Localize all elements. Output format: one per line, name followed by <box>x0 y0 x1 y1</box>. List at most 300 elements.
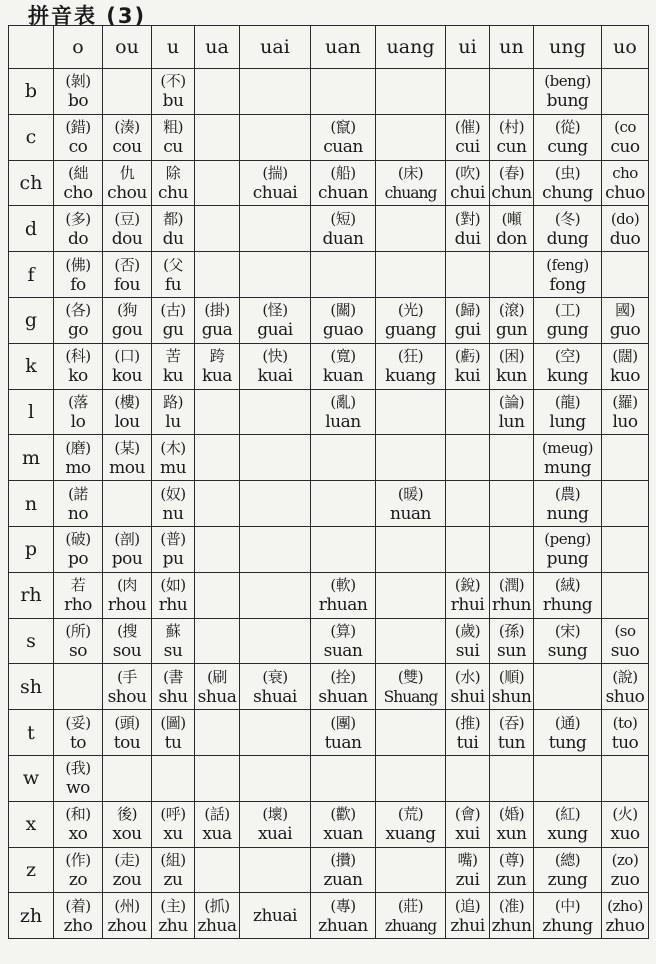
syllable-romanization: mou <box>109 457 145 478</box>
syllable-romanization: rho <box>64 595 92 616</box>
syllable-cell <box>152 572 195 618</box>
syllable-character: (圖) <box>160 713 186 732</box>
syllable-cell <box>534 343 602 389</box>
syllable-cell <box>490 618 534 664</box>
syllable-romanization: chuai <box>252 182 298 203</box>
syllable-cell <box>446 755 490 801</box>
page-title: 拼音表 (3) <box>28 4 147 28</box>
table-row-ch <box>9 160 649 206</box>
syllable-cell <box>602 389 649 435</box>
syllable-cell <box>54 343 103 389</box>
syllable-character: 都) <box>163 209 183 228</box>
syllable-character: (我) <box>65 759 91 778</box>
syllable-character: (zo) <box>611 850 639 869</box>
syllable-romanization: shuan <box>318 686 368 707</box>
syllable-romanization: kuai <box>257 366 293 387</box>
syllable-romanization: zuo <box>610 869 640 890</box>
syllable-character: (攢) <box>330 850 356 869</box>
syllable-romanization: dou <box>111 228 143 249</box>
pinyin-table <box>8 25 649 939</box>
table-row-w <box>9 755 649 801</box>
syllable-character: (虫) <box>554 163 581 182</box>
syllable-character: (作) <box>65 850 91 869</box>
syllable-romanization: rhou <box>107 595 147 616</box>
syllable-character: (剖) <box>114 530 140 549</box>
syllable-character: (羅) <box>612 392 638 411</box>
syllable-cell <box>376 572 446 618</box>
syllable-character: (專) <box>330 896 356 915</box>
syllable-romanization: chui <box>450 182 485 203</box>
syllable-cell <box>54 710 103 756</box>
syllable-cell <box>490 389 534 435</box>
syllable-cell <box>240 526 311 572</box>
syllable-character: (zho) <box>607 896 643 915</box>
syllable-cell <box>376 160 446 206</box>
syllable-cell <box>240 710 311 756</box>
syllable-cell <box>376 389 446 435</box>
table-row-n <box>9 481 649 527</box>
syllable-cell <box>534 481 602 527</box>
table-row-z <box>9 847 649 893</box>
syllable-character: (滾) <box>498 301 525 320</box>
syllable-character: (佛) <box>65 255 91 274</box>
syllable-romanization: gua <box>201 320 233 341</box>
syllable-cell <box>103 755 152 801</box>
syllable-cell <box>54 526 103 572</box>
syllable-cell <box>490 847 534 893</box>
syllable-character: (床) <box>397 163 424 182</box>
syllable-character: (破) <box>65 530 91 549</box>
syllable-cell <box>376 618 446 664</box>
syllable-cell <box>195 206 240 252</box>
syllable-cell <box>54 572 103 618</box>
syllable-cell <box>311 710 376 756</box>
syllable-cell <box>103 389 152 435</box>
initial-label-m: m <box>9 435 54 481</box>
syllable-character: (書 <box>163 667 183 686</box>
syllable-cell <box>103 710 152 756</box>
syllable-romanization: xuai <box>257 824 293 845</box>
syllable-romanization: dui <box>454 228 481 249</box>
syllable-romanization: zhui <box>450 915 485 936</box>
syllable-cell <box>311 160 376 206</box>
syllable-character: (各) <box>65 301 91 320</box>
syllable-character: (潤) <box>498 576 525 595</box>
syllable-romanization: kou <box>112 366 142 387</box>
syllable-cell <box>240 160 311 206</box>
syllable-cell <box>376 847 446 893</box>
syllable-cell <box>376 755 446 801</box>
syllable-romanization: chu <box>158 182 188 203</box>
syllable-character: (和) <box>65 805 91 824</box>
syllable-cell <box>534 801 602 847</box>
syllable-cell <box>152 481 195 527</box>
syllable-romanization: fo <box>70 274 86 295</box>
syllable-cell <box>602 755 649 801</box>
syllable-character: (歲) <box>454 621 481 640</box>
syllable-cell <box>490 801 534 847</box>
syllable-character: (竄) <box>330 118 356 137</box>
syllable-cell <box>240 893 311 939</box>
syllable-cell <box>446 252 490 298</box>
syllable-cell <box>490 710 534 756</box>
syllable-cell <box>152 160 195 206</box>
syllable-cell <box>103 206 152 252</box>
syllable-cell <box>54 847 103 893</box>
table-row-m <box>9 435 649 481</box>
syllable-romanization: do <box>67 228 89 249</box>
syllable-romanization: xung <box>547 824 588 845</box>
initial-label-l: l <box>9 389 54 435</box>
initial-label-w: w <box>9 755 54 801</box>
syllable-cell <box>446 435 490 481</box>
syllable-romanization: ko <box>68 366 88 387</box>
syllable-character: (虧) <box>454 347 481 366</box>
syllable-character: (多) <box>65 209 91 228</box>
table-body <box>9 69 649 939</box>
syllable-romanization: luan <box>325 411 361 432</box>
syllable-romanization: lung <box>549 411 586 432</box>
syllable-romanization: sou <box>112 640 142 661</box>
syllable-cell <box>152 801 195 847</box>
syllable-character: (抓) <box>204 896 230 915</box>
syllable-character: (噸 <box>501 209 522 228</box>
syllable-character: (村) <box>498 118 525 137</box>
syllable-character: (古) <box>160 301 186 320</box>
syllable-character: (關) <box>330 301 356 320</box>
syllable-romanization: lou <box>114 411 140 432</box>
syllable-romanization: zou <box>112 869 142 890</box>
syllable-romanization: shun <box>491 686 532 707</box>
syllable-cell <box>54 160 103 206</box>
table-row-sh <box>9 664 649 710</box>
initial-label-g: g <box>9 297 54 343</box>
syllable-romanization: lo <box>70 411 86 432</box>
syllable-cell <box>376 710 446 756</box>
syllable-romanization: zhu <box>158 915 188 936</box>
syllable-cell <box>376 114 446 160</box>
syllable-cell <box>490 206 534 252</box>
syllable-character: (團) <box>330 713 356 732</box>
syllable-cell <box>54 252 103 298</box>
syllable-cell <box>446 389 490 435</box>
syllable-romanization: shua <box>197 686 237 707</box>
syllable-cell <box>534 664 602 710</box>
syllable-cell <box>311 481 376 527</box>
table-row-t <box>9 710 649 756</box>
syllable-romanization: xuan <box>323 824 363 845</box>
syllable-romanization: zho <box>63 915 93 936</box>
final-header-o: o <box>54 26 103 69</box>
syllable-cell <box>534 618 602 664</box>
syllable-cell <box>152 343 195 389</box>
syllable-cell <box>534 206 602 252</box>
syllable-romanization: pung <box>546 549 589 570</box>
table-row-rh <box>9 572 649 618</box>
syllable-romanization: zhuai <box>253 905 297 926</box>
syllable-cell <box>446 526 490 572</box>
syllable-character: (推) <box>454 713 481 732</box>
syllable-character: (尊) <box>498 850 525 869</box>
syllable-cell <box>446 114 490 160</box>
syllable-character: (奴) <box>160 484 186 503</box>
syllable-romanization: kuo <box>610 366 640 387</box>
initial-label-rh: rh <box>9 572 54 618</box>
syllable-romanization: cuo <box>610 137 640 158</box>
syllable-cell <box>103 114 152 160</box>
syllable-romanization: shuo <box>605 686 645 707</box>
syllable-cell <box>490 114 534 160</box>
syllable-cell <box>152 69 195 115</box>
syllable-cell <box>195 847 240 893</box>
syllable-character: (絨) <box>554 576 581 595</box>
initial-label-z: z <box>9 847 54 893</box>
syllable-romanization: cu <box>163 137 183 158</box>
syllable-character: (主) <box>160 896 186 915</box>
syllable-cell <box>195 252 240 298</box>
syllable-cell <box>602 618 649 664</box>
syllable-romanization: fong <box>549 274 586 295</box>
syllable-romanization: cou <box>112 137 142 158</box>
syllable-romanization: rhun <box>492 595 531 616</box>
syllable-character: (樓) <box>114 392 140 411</box>
syllable-romanization: chuang <box>384 183 437 202</box>
syllable-character: (所) <box>65 621 91 640</box>
syllable-cell <box>240 664 311 710</box>
final-header-ou: ou <box>103 26 152 69</box>
syllable-cell <box>311 69 376 115</box>
syllable-cell <box>376 206 446 252</box>
syllable-character: (空) <box>554 347 581 366</box>
syllable-character: (拴) <box>330 667 356 686</box>
syllable-cell <box>490 481 534 527</box>
syllable-cell <box>103 481 152 527</box>
syllable-romanization: kun <box>496 366 527 387</box>
syllable-character: 除 <box>165 163 181 182</box>
syllable-character: (光) <box>397 301 424 320</box>
syllable-romanization: Shuang <box>383 687 438 706</box>
syllable-character: (追) <box>454 896 481 915</box>
syllable-romanization: zun <box>496 869 527 890</box>
syllable-romanization: guo <box>609 320 641 341</box>
syllable-character: 粗) <box>163 118 183 137</box>
syllable-cell <box>54 435 103 481</box>
syllable-cell <box>152 618 195 664</box>
syllable-romanization: zhung <box>542 915 593 936</box>
syllable-character: 嘴) <box>457 850 478 869</box>
syllable-cell <box>534 847 602 893</box>
syllable-romanization: dung <box>546 228 589 249</box>
syllable-cell <box>376 526 446 572</box>
table-row-p <box>9 526 649 572</box>
syllable-cell <box>311 252 376 298</box>
syllable-character: (刷 <box>207 667 227 686</box>
syllable-cell <box>602 206 649 252</box>
syllable-cell <box>376 69 446 115</box>
syllable-cell <box>54 755 103 801</box>
syllable-character: (壞) <box>262 805 288 824</box>
syllable-romanization: suo <box>610 640 640 661</box>
syllable-character: (co <box>614 118 636 137</box>
syllable-cell <box>534 389 602 435</box>
syllable-cell <box>311 206 376 252</box>
syllable-cell <box>103 435 152 481</box>
syllable-romanization: luo <box>612 411 638 432</box>
syllable-cell <box>152 252 195 298</box>
syllable-cell <box>490 252 534 298</box>
syllable-cell <box>195 755 240 801</box>
syllable-cell <box>446 710 490 756</box>
syllable-romanization: fou <box>114 274 140 295</box>
syllable-romanization: rhu <box>158 595 188 616</box>
syllable-romanization: rhui <box>450 595 485 616</box>
final-header-ui: ui <box>446 26 490 69</box>
syllable-character: (諾 <box>68 484 88 503</box>
syllable-romanization: xun <box>496 824 527 845</box>
syllable-cell <box>152 847 195 893</box>
syllable-cell <box>602 481 649 527</box>
syllable-cell <box>311 755 376 801</box>
syllable-cell <box>195 435 240 481</box>
syllable-cell <box>446 893 490 939</box>
final-header-uo: uo <box>602 26 649 69</box>
syllable-romanization: chung <box>542 182 593 203</box>
initial-label-x: x <box>9 801 54 847</box>
syllable-character: (搜 <box>117 621 137 640</box>
syllable-character: (so <box>614 621 636 640</box>
syllable-romanization: duo <box>609 228 641 249</box>
syllable-cell <box>311 801 376 847</box>
syllable-cell <box>152 755 195 801</box>
syllable-cell <box>54 664 103 710</box>
syllable-cell <box>376 435 446 481</box>
syllable-romanization: lun <box>498 411 525 432</box>
final-header-uai: uai <box>240 26 311 69</box>
initial-label-k: k <box>9 343 54 389</box>
syllable-romanization: shou <box>107 686 147 707</box>
syllable-cell <box>446 160 490 206</box>
syllable-character: (否) <box>114 255 140 274</box>
syllable-romanization: bu <box>162 91 184 112</box>
syllable-character: 路) <box>163 392 183 411</box>
syllable-cell <box>534 572 602 618</box>
syllable-romanization: tou <box>113 732 141 753</box>
syllable-romanization: zhua <box>197 915 237 936</box>
syllable-character: (木) <box>160 438 186 457</box>
initial-label-f: f <box>9 252 54 298</box>
syllable-romanization: mu <box>159 457 187 478</box>
syllable-character: (軟) <box>330 576 356 595</box>
syllable-romanization: to <box>69 732 87 753</box>
syllable-character: (龍) <box>554 392 581 411</box>
syllable-cell <box>240 206 311 252</box>
syllable-cell <box>195 389 240 435</box>
syllable-romanization: xu <box>163 824 183 845</box>
syllable-character: (雙) <box>397 667 424 686</box>
syllable-romanization: zhuo <box>605 915 645 936</box>
syllable-romanization: gun <box>495 320 528 341</box>
syllable-cell <box>376 252 446 298</box>
syllable-cell <box>534 755 602 801</box>
syllable-romanization: cung <box>547 137 588 158</box>
syllable-romanization: ku <box>162 366 184 387</box>
syllable-romanization: co <box>68 137 88 158</box>
syllable-character: 苦 <box>165 347 181 366</box>
syllable-romanization: shui <box>450 686 485 707</box>
table-row-c <box>9 114 649 160</box>
syllable-cell <box>602 252 649 298</box>
syllable-character: (快) <box>262 347 288 366</box>
syllable-cell <box>446 297 490 343</box>
syllable-romanization: tu <box>164 732 182 753</box>
syllable-romanization: tuo <box>611 732 639 753</box>
syllable-character: (說) <box>612 667 638 686</box>
syllable-cell <box>446 572 490 618</box>
syllable-cell <box>602 801 649 847</box>
syllable-character: (吹) <box>454 163 481 182</box>
syllable-character: 蘇 <box>165 621 181 640</box>
syllable-character: (莊) <box>397 896 424 915</box>
syllable-romanization: shu <box>158 686 188 707</box>
syllable-character: (頭) <box>114 713 140 732</box>
syllable-cell <box>376 664 446 710</box>
syllable-character: (組) <box>160 850 186 869</box>
syllable-cell <box>195 893 240 939</box>
syllable-romanization: po <box>67 549 89 570</box>
syllable-romanization: chuo <box>605 182 645 203</box>
syllable-cell <box>446 618 490 664</box>
syllable-character: (走) <box>114 850 140 869</box>
syllable-romanization: chou <box>107 182 147 203</box>
syllable-cell <box>240 847 311 893</box>
syllable-character: 國) <box>615 301 635 320</box>
initial-label-c: c <box>9 114 54 160</box>
syllable-romanization: zui <box>455 869 480 890</box>
syllable-cell <box>602 664 649 710</box>
syllable-romanization: kua <box>202 366 232 387</box>
syllable-romanization: zhuan <box>318 915 368 936</box>
syllable-romanization: shuai <box>253 686 297 707</box>
syllable-romanization: xou <box>112 824 142 845</box>
syllable-cell <box>602 435 649 481</box>
syllable-cell <box>311 343 376 389</box>
syllable-cell <box>446 847 490 893</box>
syllable-character: (亂) <box>330 392 356 411</box>
syllable-romanization: chun <box>491 182 532 203</box>
table-row-x <box>9 801 649 847</box>
syllable-character: (吞) <box>498 713 525 732</box>
syllable-character: 跨 <box>209 347 225 366</box>
table-row-f <box>9 252 649 298</box>
syllable-character: (手 <box>117 667 137 686</box>
syllable-character: (掛) <box>204 301 230 320</box>
syllable-romanization: gung <box>546 320 589 341</box>
syllable-character: (對) <box>454 209 481 228</box>
initial-label-p: p <box>9 526 54 572</box>
syllable-romanization: guao <box>322 320 364 341</box>
syllable-romanization: zhuang <box>384 916 437 935</box>
syllable-romanization: tui <box>456 732 479 753</box>
syllable-cell <box>240 618 311 664</box>
syllable-romanization: zu <box>163 869 183 890</box>
table-row-k <box>9 343 649 389</box>
syllable-cell <box>446 206 490 252</box>
syllable-character: (呼) <box>160 805 186 824</box>
syllable-cell <box>240 481 311 527</box>
syllable-cell <box>446 664 490 710</box>
syllable-character: (短) <box>330 209 356 228</box>
syllable-romanization: mung <box>544 457 591 478</box>
